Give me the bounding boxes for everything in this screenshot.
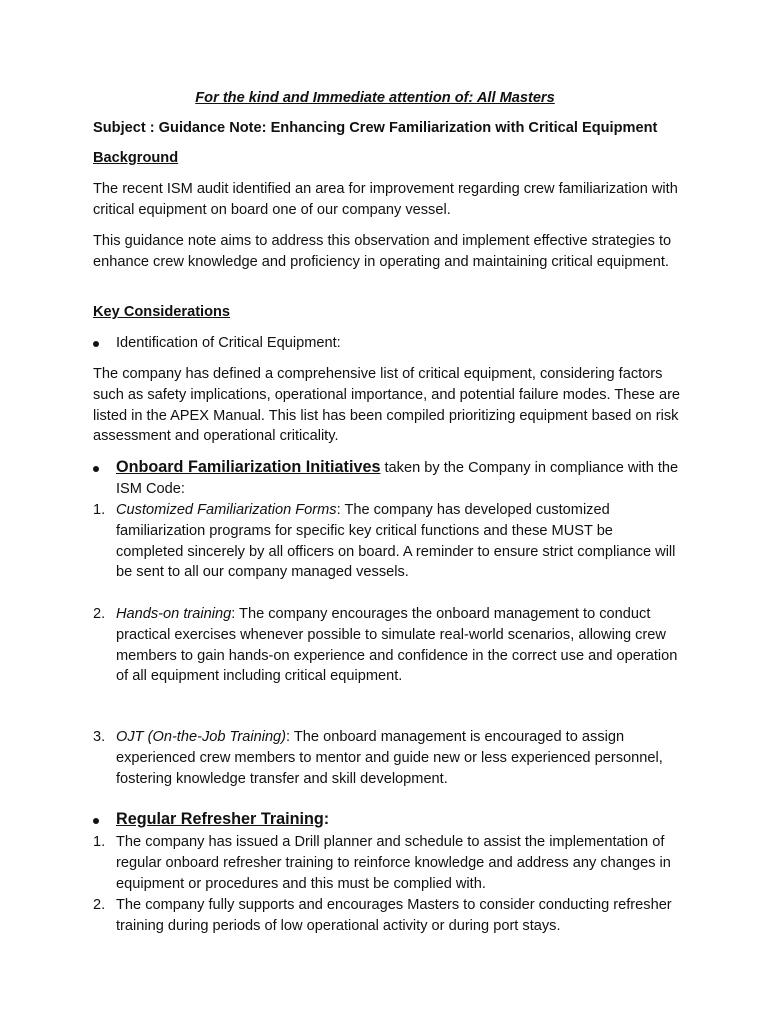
refresher-item-2 — [93, 895, 683, 937]
bullet-identification — [93, 333, 683, 354]
onboard-item-1 — [93, 500, 683, 583]
background-paragraph-2: This guidance note aims to address this observation and implement effective strategies to enhance crew knowledge and proficiency in operating and maintaining critical equipment. — [93, 233, 672, 270]
onboard-item-3-label: OJT (On-the-Job Training) — [116, 729, 287, 745]
bullet-identification-text: Identification of Critical Equipment: — [116, 335, 341, 351]
background-paragraph-1: The recent ISM audit identified an area for improvement regarding crew familiarization with critical equipment on board one of our company vessel. — [93, 181, 678, 218]
list-number: 2. — [93, 606, 106, 622]
list-number: 1. — [93, 502, 106, 518]
bullet-onboard-familiarization — [93, 457, 683, 500]
list-number: 2. — [93, 897, 106, 913]
list-number: 1. — [93, 834, 106, 850]
onboard-item-2-label: Hands-on training — [116, 606, 232, 622]
onboard-familiarization-rest: taken by the Company in compliance with the ISM Code: — [116, 460, 679, 497]
list-number: 3. — [93, 729, 106, 745]
onboard-item-3-text: : The onboard management is encouraged to assign experienced crew members to mentor and guide new or less experienced personnel, fostering knowledge transfer and skill development. — [116, 729, 663, 787]
refresher-item-1 — [93, 832, 683, 894]
bullet-regular-refresher — [93, 809, 683, 831]
background-heading: Background — [93, 150, 179, 166]
onboard-familiarization-title: Onboard Familiarization Initiatives — [116, 458, 381, 476]
onboard-item-2-text: : The company encourages the onboard management to conduct practical exercises whenever possible to simulate real-world scenarios, allowing crew members to gain hands-on experience and confidence in the correct use and operation of all equipment including critical equipment. — [116, 606, 678, 685]
onboard-item-3 — [93, 727, 683, 789]
bullet-icon — [93, 341, 99, 347]
onboard-item-1-text: : The company has developed customized familiarization programs for specific key critical functions and these MUST be completed sincerely by all officers on board. A reminder to ensure strict compliance will be sent to all our company managed vessels. — [116, 502, 676, 581]
refresher-colon: : — [323, 810, 330, 828]
onboard-item-1-label: Customized Familiarization Forms — [116, 502, 337, 518]
refresher-item-2-text: The company fully supports and encourages Masters to consider conducting refresher training during periods of low operational activity or during port stays. — [116, 897, 672, 934]
refresher-title: Regular Refresher Training — [116, 810, 324, 828]
onboard-familiarization-text — [116, 457, 683, 500]
critical-equipment-paragraph: The company has defined a comprehensive list of critical equipment, considering factors such as safety implications, operational importance, and potential failure modes. These are listed in the APEX Manual. This list has been compiled prioritizing equipment based on risk assessment and operational criticality. — [93, 366, 681, 445]
refresher-item-1-text: The company has issued a Drill planner and schedule to assist the implementation of regular onboard refresher training to reinforce knowledge and address any changes in equipment or procedures and this must be complied with. — [116, 834, 671, 892]
onboard-item-2 — [93, 604, 683, 687]
key-considerations-heading: Key Considerations — [93, 304, 231, 320]
attention-line: For the kind and Immediate attention of: All Masters — [195, 90, 555, 106]
bullet-icon — [93, 818, 99, 824]
bullet-icon — [93, 466, 99, 472]
subject-line: Subject : Guidance Note: Enhancing Crew Familiarization with Critical Equipment — [93, 120, 658, 136]
